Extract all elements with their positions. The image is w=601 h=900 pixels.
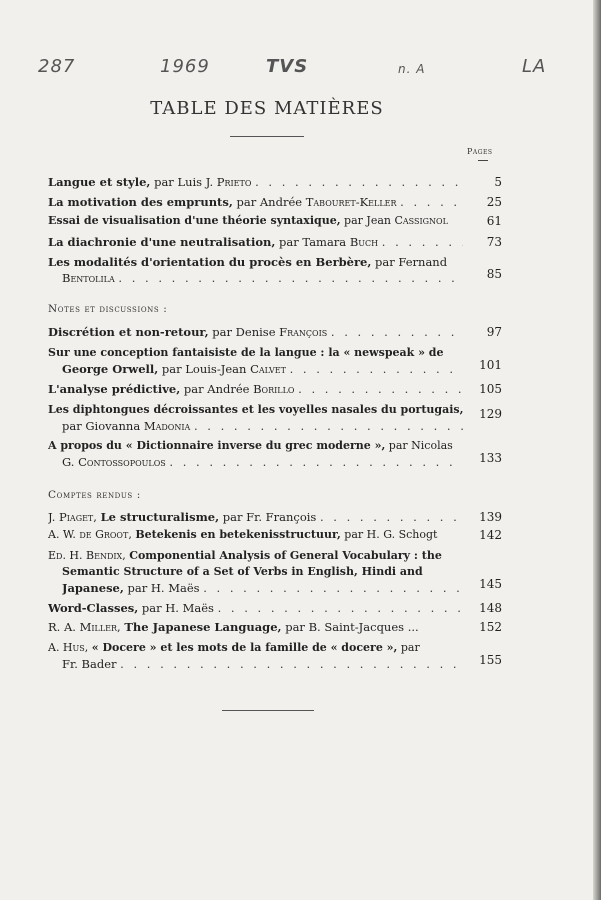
page-number: 139 bbox=[479, 510, 502, 524]
handwritten-note-3: TVS bbox=[266, 56, 309, 77]
handwritten-note-1: 287 bbox=[38, 56, 76, 77]
page-number: 145 bbox=[479, 577, 502, 591]
page-number: 61 bbox=[486, 214, 502, 228]
closing-rule bbox=[222, 710, 314, 711]
handwritten-note-2: 1969 bbox=[160, 56, 210, 77]
page-edge-shadow bbox=[593, 0, 601, 900]
page-number: 105 bbox=[479, 382, 502, 396]
page-number: 101 bbox=[479, 358, 502, 372]
page-number: 133 bbox=[479, 451, 502, 465]
page-number: 142 bbox=[479, 528, 502, 542]
title-rule bbox=[230, 136, 304, 137]
section-heading-comptes: Comptes rendus : bbox=[48, 489, 141, 501]
page-title: TABLE DES MATIÈRES bbox=[150, 98, 384, 119]
page-number: 85 bbox=[486, 267, 502, 281]
page-number: 152 bbox=[479, 620, 502, 634]
pages-column-label: Pages bbox=[467, 147, 493, 156]
handwritten-note-4: n. A bbox=[398, 62, 426, 76]
page-number: 97 bbox=[486, 325, 502, 339]
page-number: 25 bbox=[486, 195, 502, 209]
page-number: 5 bbox=[494, 175, 502, 189]
handwritten-note-5: LA bbox=[522, 56, 547, 77]
page-number: 155 bbox=[479, 653, 502, 667]
page-number: 129 bbox=[479, 407, 502, 421]
section-heading-notes: Notes et discussions : bbox=[48, 303, 168, 315]
pages-dash bbox=[478, 160, 488, 161]
page-number: 73 bbox=[486, 235, 502, 249]
page-number: 148 bbox=[479, 601, 502, 615]
